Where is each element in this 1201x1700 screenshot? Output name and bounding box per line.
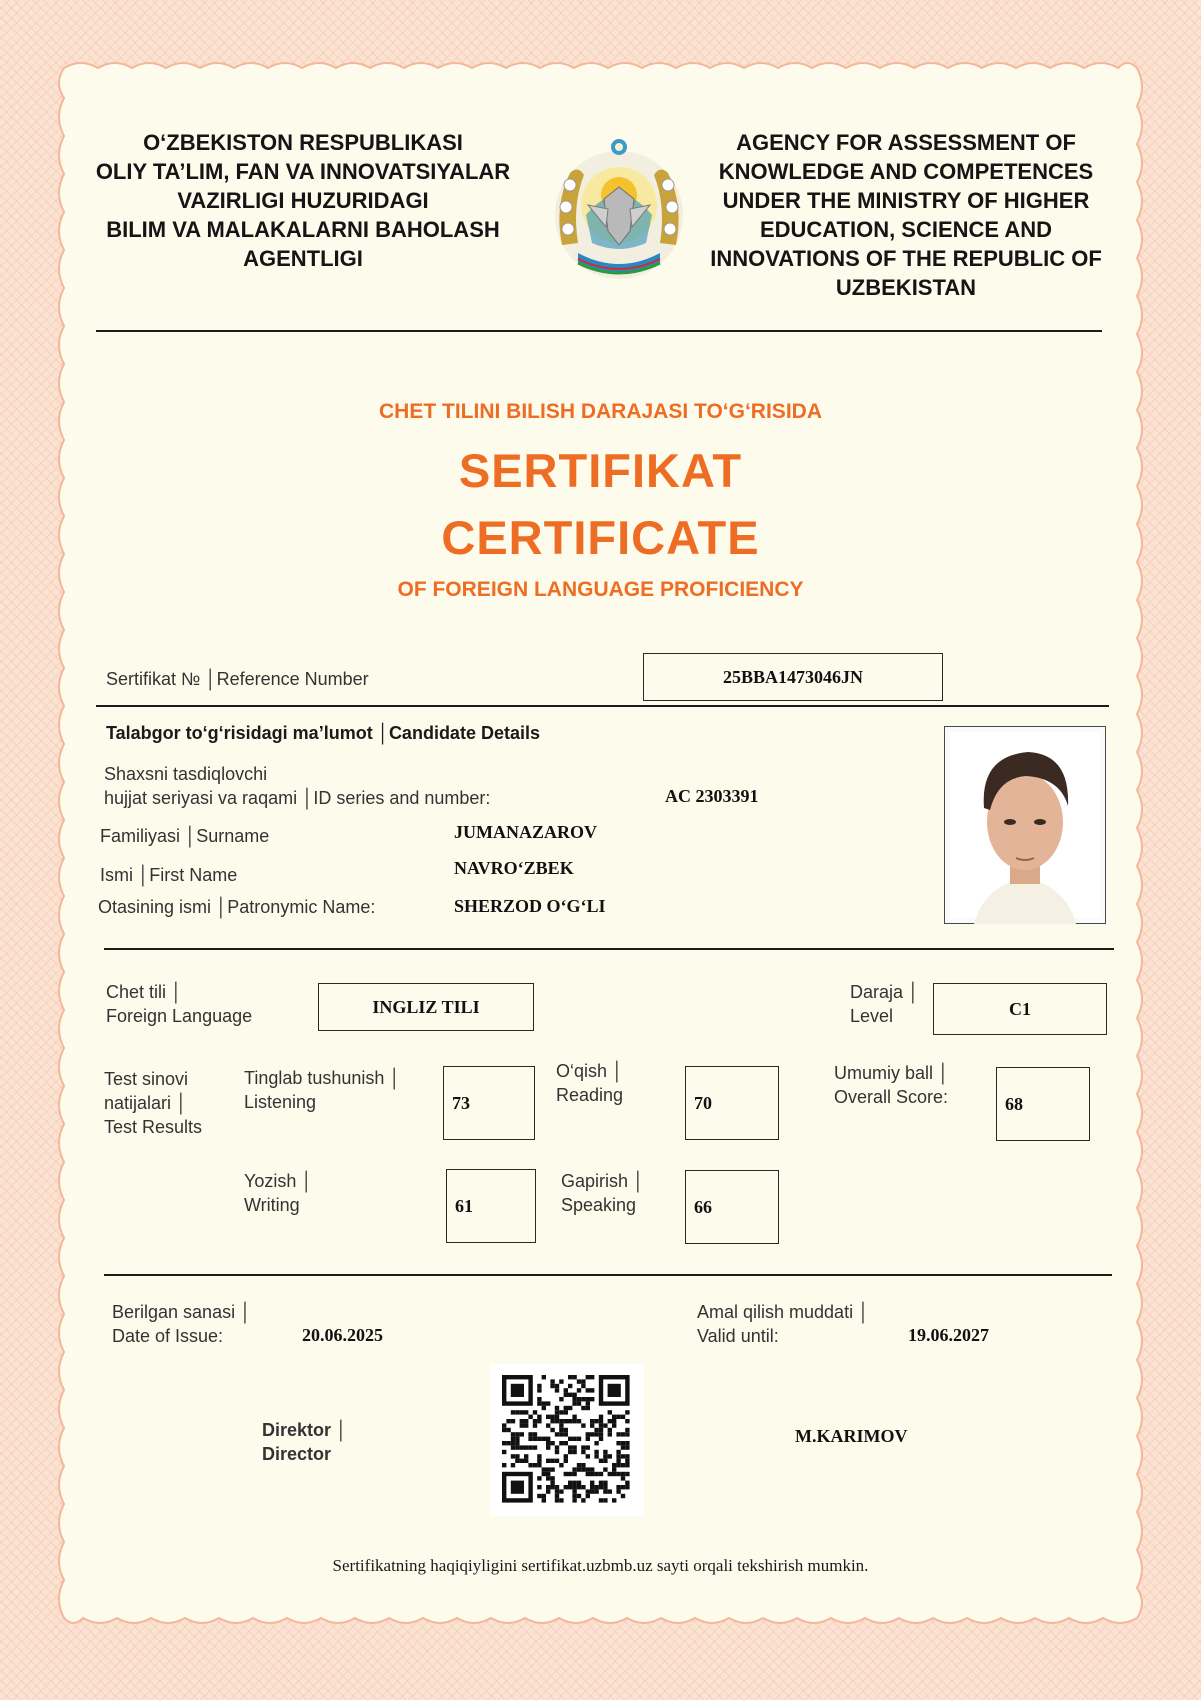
results-label-line3: Test Results [104, 1117, 203, 1137]
language-value: INGLIZ TILI [372, 996, 480, 1017]
reading-score: 70 [694, 1092, 712, 1113]
verification-note: Sertifikatning haqiqiyligini sertifikat.uzbmb.uz sayti orqali tekshirish mumkin. [332, 1556, 869, 1575]
listening-score: 73 [452, 1092, 470, 1113]
speaking-label-line2: Speaking [561, 1195, 637, 1215]
overall-score-box [996, 1067, 1090, 1141]
level-label-line1: Daraja │ [850, 982, 920, 1002]
qr-code[interactable] [490, 1364, 644, 1516]
director-label-line1: Direktor │ [262, 1420, 348, 1440]
header-en-line: AGENCY FOR ASSESSMENT OF [736, 130, 1076, 155]
id-label-line1: Shaxsni tasdiqlovchi [104, 764, 268, 784]
writing-label-line2: Writing [244, 1195, 300, 1215]
issue-date-label-line2: Date of Issue: [112, 1326, 224, 1346]
writing-score: 61 [455, 1195, 473, 1216]
writing-score-box [446, 1169, 536, 1243]
candidate-section-title: Talabgor to‘g‘risidagi ma’lumot │Candidate Details [106, 723, 540, 743]
header-uz-line: BILIM VA MALAKALARNI BAHOLASH [106, 217, 500, 242]
title-sertifikat: SERTIFIKAT [458, 444, 743, 497]
speaking-score-box [685, 1170, 779, 1244]
reference-label: Sertifikat № │Reference Number [106, 669, 369, 689]
header-uz-line: VAZIRLIGI HUZURIDAGI [177, 188, 429, 213]
qr-code-icon [490, 1364, 644, 1516]
divider [96, 330, 1102, 332]
state-emblem-icon [548, 135, 690, 283]
header-uz [78, 128, 528, 273]
director-name: M.KARIMOV [795, 1426, 908, 1446]
overall-label-line1: Umumiy ball │ [834, 1063, 950, 1083]
candidate-photo [944, 726, 1106, 924]
patronymic-value: SHERZOD O‘G‘LI [454, 896, 606, 916]
speaking-score: 66 [694, 1196, 712, 1217]
language-label-line1: Chet tili │ [106, 982, 183, 1002]
issue-date-value: 20.06.2025 [302, 1325, 383, 1345]
listening-label-line2: Listening [244, 1092, 317, 1112]
title-sub: OF FOREIGN LANGUAGE PROFICIENCY [397, 578, 804, 601]
divider [96, 705, 1109, 707]
surname-value: JUMANAZAROV [454, 822, 597, 842]
first-name-value: NAVRO‘ZBEK [454, 858, 574, 878]
overall-score: 68 [1005, 1093, 1023, 1114]
speaking-label-line1: Gapirish │ [561, 1171, 645, 1191]
listening-label-line1: Tinglab tushunish │ [244, 1068, 401, 1088]
divider [104, 1274, 1112, 1276]
header-en-line: UZBEKISTAN [835, 275, 977, 300]
patronymic-label: Otasining ismi │Patronymic Name: [98, 897, 376, 917]
reference-value: 25BBA1473046JN [722, 666, 863, 687]
writing-label-line1: Yozish │ [244, 1171, 313, 1191]
header-en [700, 128, 1112, 302]
valid-until-label-line1: Amal qilish muddati │ [697, 1302, 870, 1322]
title-top: CHET TILINI BILISH DARAJASI TO‘G‘RISIDA [379, 400, 822, 423]
overall-label-line2: Overall Score: [834, 1087, 949, 1107]
header-en-line: INNOVATIONS OF THE REPUBLIC OF [710, 246, 1102, 271]
header-uz-line: O‘ZBEKISTON RESPUBLIKASI [143, 130, 463, 155]
listening-score-box [443, 1066, 535, 1140]
results-label-line2: natijalari │ [104, 1093, 188, 1113]
director-label-line2: Director [262, 1444, 332, 1464]
level-label-line2: Level [850, 1006, 894, 1026]
reading-label-line2: Reading [556, 1085, 624, 1105]
reading-score-box [685, 1066, 779, 1140]
id-value: AC 2303391 [665, 786, 759, 806]
reading-label-line1: O‘qish │ [556, 1061, 624, 1081]
language-value-box [318, 983, 534, 1031]
first-name-label: Ismi │First Name [100, 865, 238, 885]
reference-value-box [643, 653, 943, 701]
header-uz-line: OLIY TA’LIM, FAN VA INNOVATSIYALAR [95, 159, 511, 184]
valid-until-label-line2: Valid until: [697, 1326, 779, 1346]
level-value-box [933, 983, 1107, 1035]
id-label-line2: hujjat seriyasi va raqami │ID series and number: [104, 788, 491, 808]
divider [104, 948, 1114, 950]
surname-label: Familiyasi │Surname [100, 826, 270, 846]
header-en-line: KNOWLEDGE AND COMPETENCES [718, 159, 1094, 184]
language-label-line2: Foreign Language [106, 1006, 253, 1026]
header-en-line: EDUCATION, SCIENCE AND [759, 217, 1053, 242]
issue-date-label-line1: Berilgan sanasi │ [112, 1302, 252, 1322]
valid-until-value: 19.06.2027 [908, 1325, 989, 1345]
level-value: C1 [1009, 998, 1031, 1019]
results-label-line1: Test sinovi [104, 1069, 189, 1089]
header-uz-line: AGENTLIGI [243, 246, 363, 271]
title-certificate: CERTIFICATE [441, 511, 760, 564]
header-en-line: UNDER THE MINISTRY OF HIGHER [722, 188, 1090, 213]
